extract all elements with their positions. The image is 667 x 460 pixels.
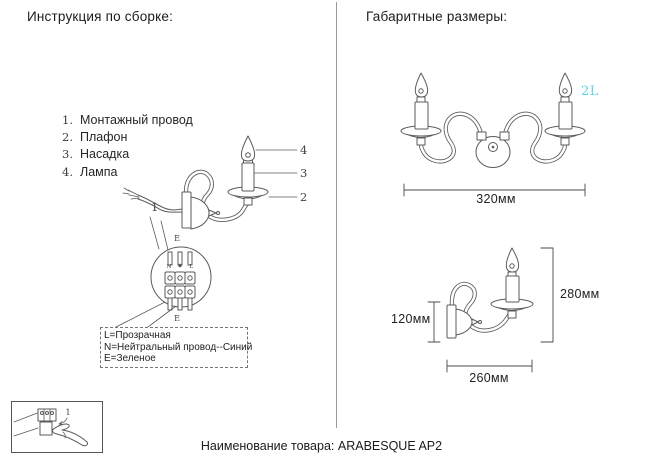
part-number: 1.	[62, 113, 73, 127]
terminal-label-top-e: E	[174, 234, 180, 243]
wiring-legend-box	[100, 327, 253, 368]
part-number: 4.	[62, 164, 73, 179]
legend-line-e: E=Зеленое	[104, 353, 156, 365]
part-number: 3.	[62, 147, 73, 162]
callout-lamp: 4	[300, 143, 308, 157]
inset-callout-1: 1	[65, 408, 71, 417]
dimension-120mm: 120мм	[391, 312, 431, 326]
list-item	[57, 146, 193, 163]
part-label: Монтажный провод	[80, 113, 193, 127]
two-arm-sconce-drawing	[401, 73, 585, 196]
part-number: 2.	[62, 130, 73, 145]
callout-shade: 2	[300, 190, 308, 204]
earth-dot-icon	[178, 264, 181, 267]
terminal-detail-circle	[116, 234, 211, 327]
legend-line-n: N=Нейтральный провод--Синий	[104, 341, 253, 353]
list-item	[57, 129, 193, 146]
hand-inset-frame	[11, 401, 103, 453]
terminal-label-l: L	[189, 264, 193, 270]
panel-divider	[336, 2, 337, 428]
left-panel-title: Инструкция по сборке:	[27, 9, 174, 24]
right-panel-title: Габаритные размеры:	[366, 9, 508, 24]
terminal-label-bottom-e: E	[174, 314, 180, 323]
part-label: Плафон	[80, 130, 128, 145]
dimension-320mm: 320мм	[476, 192, 516, 206]
part-label: Насадка	[80, 147, 130, 162]
parts-list	[57, 112, 193, 181]
one-arm-sconce-drawing	[428, 248, 553, 372]
terminal-label-n: N	[166, 264, 172, 270]
callout-wire: 1	[151, 200, 159, 214]
product-name: ARABESQUE AP2	[337, 439, 443, 453]
part-label: Лампа	[80, 164, 118, 179]
callout-sleeve: 3	[300, 166, 308, 180]
variant-label: 2L	[581, 84, 599, 99]
list-item	[57, 164, 193, 181]
product-label: Наименование товара:	[200, 439, 335, 453]
legend-line-l: L=Прозрачная	[104, 330, 171, 341]
product-name-line	[150, 439, 493, 453]
dimension-280mm: 280мм	[560, 287, 600, 301]
list-item	[57, 112, 193, 129]
dimension-260mm: 260мм	[469, 371, 509, 385]
